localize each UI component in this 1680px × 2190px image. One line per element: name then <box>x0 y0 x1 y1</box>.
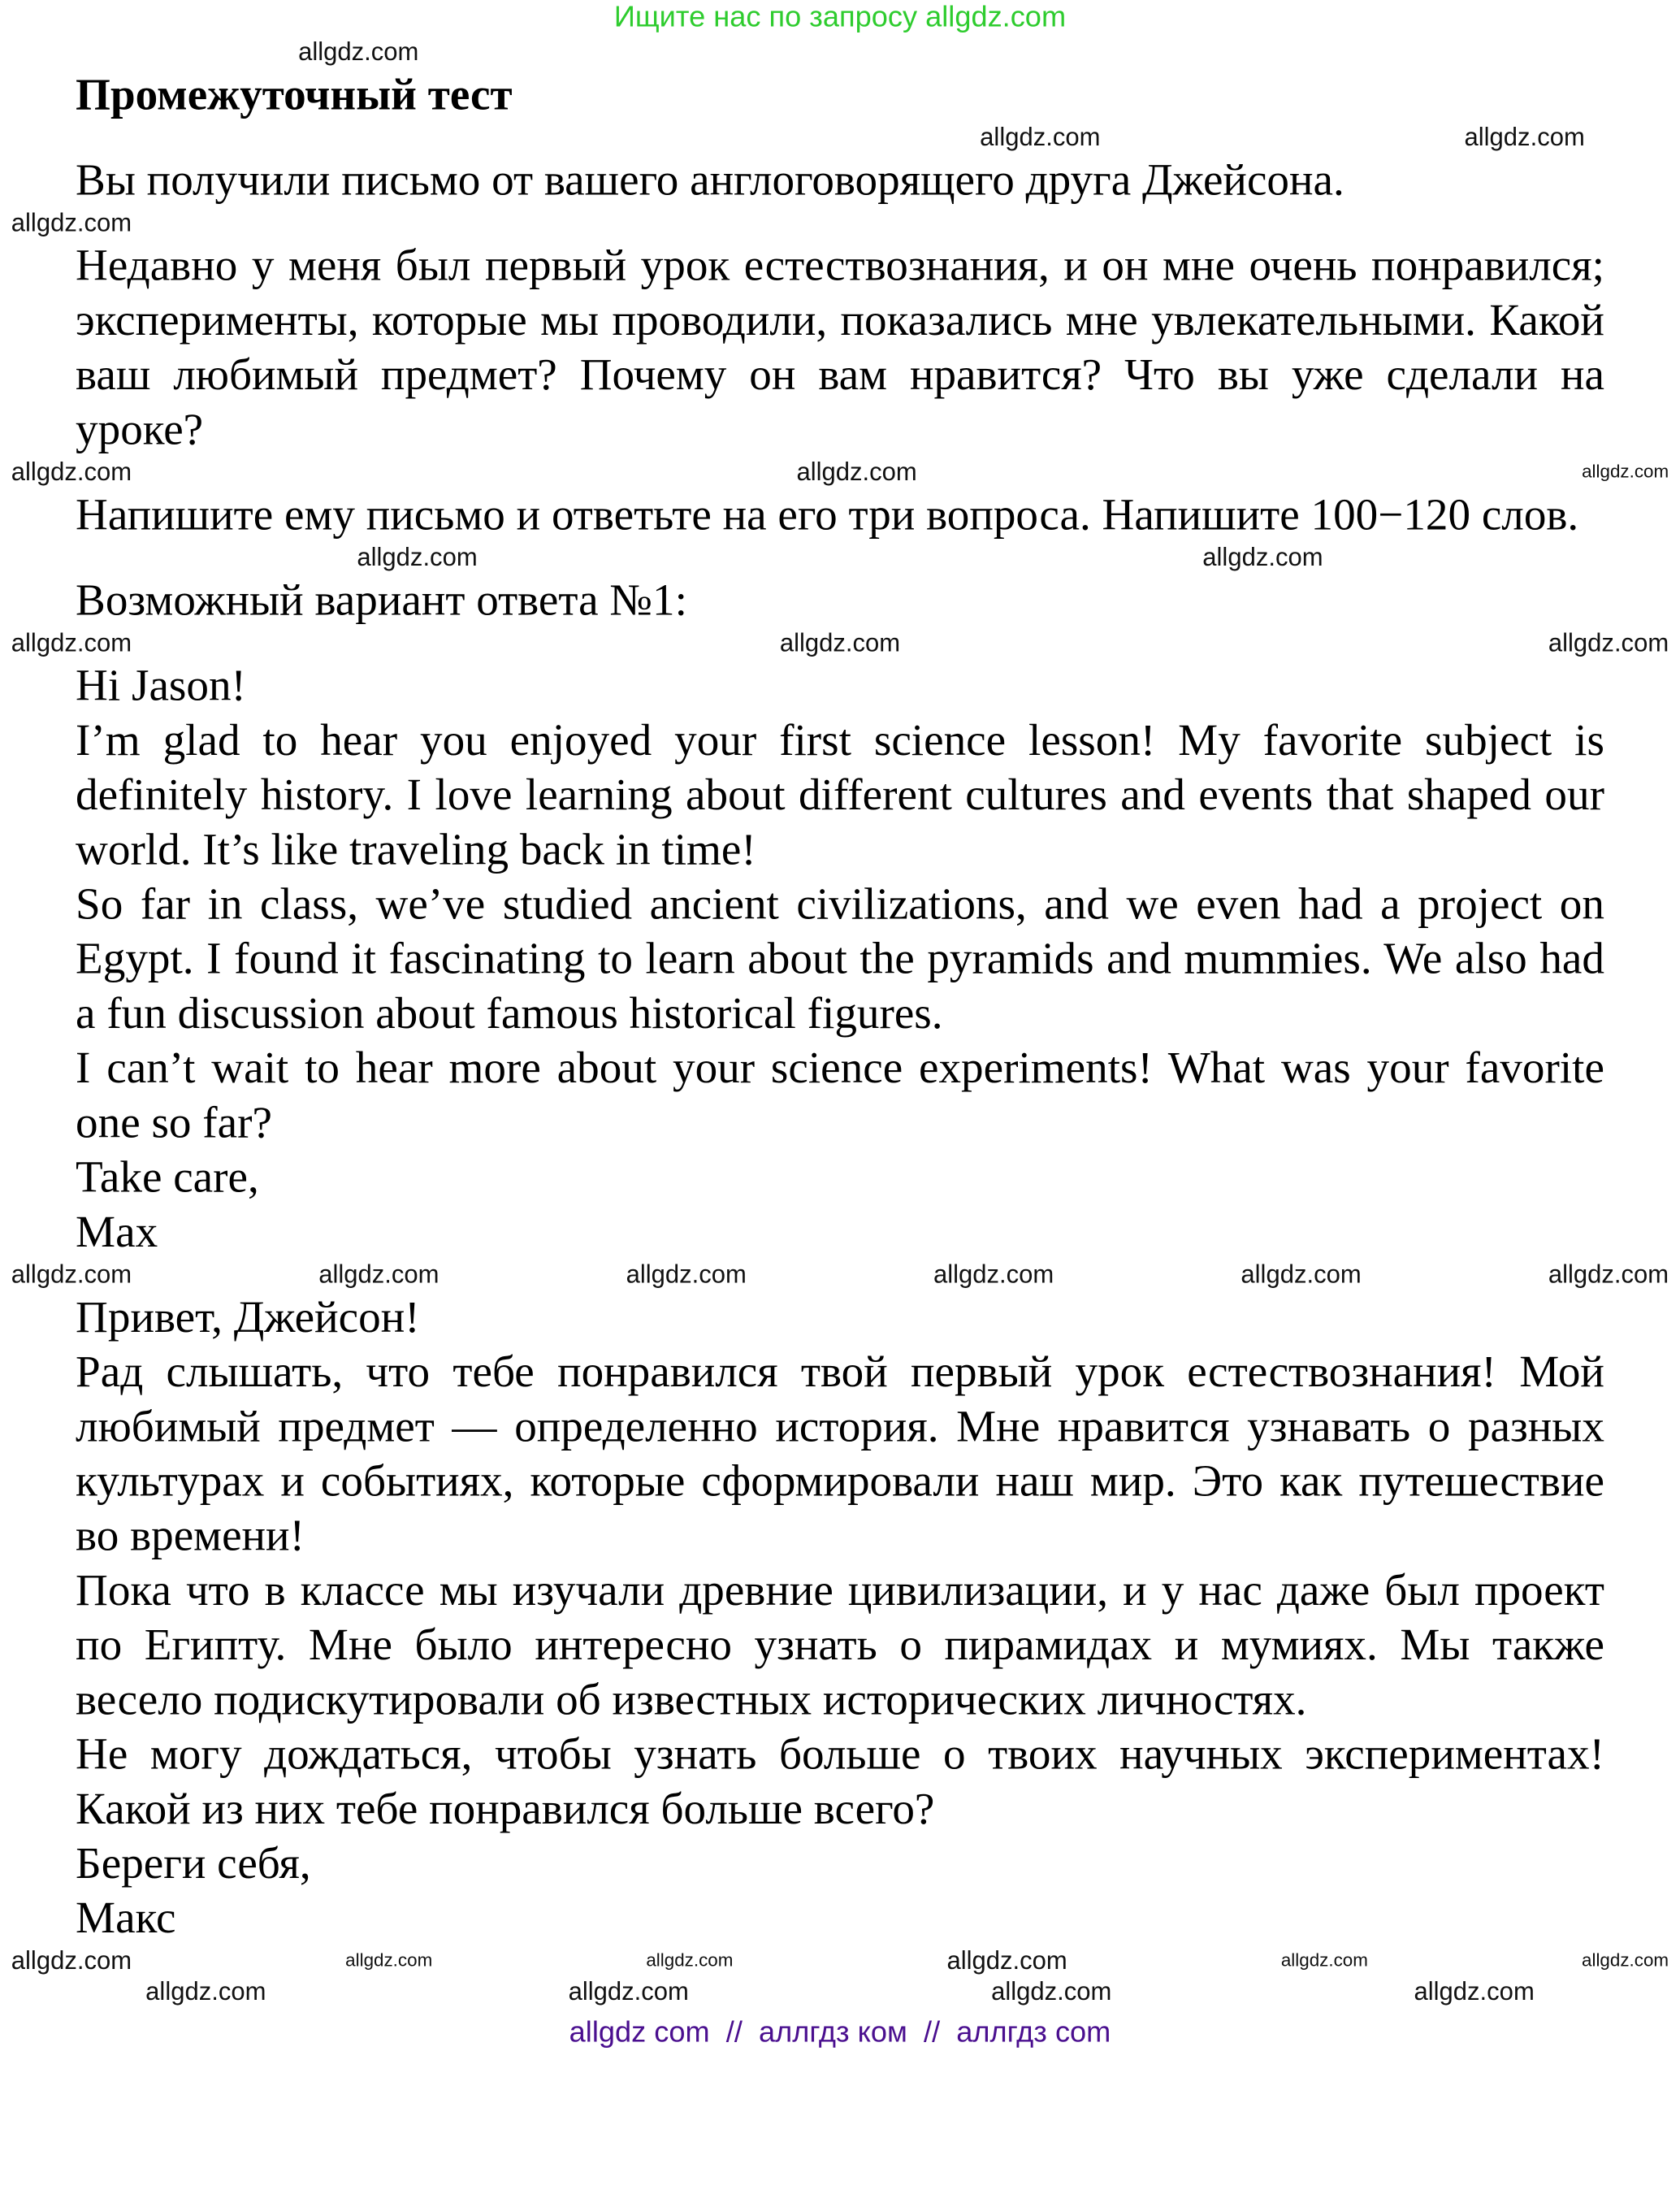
top-banner[interactable]: Ищите нас по запросу allgdz.com <box>613 1 1067 34</box>
letter-line: Hi Jason! <box>76 659 246 710</box>
watermark-row <box>11 207 1669 238</box>
task-text: Напишите ему письмо и ответьте на его три вопроса. Напишите 100−120 слов. <box>76 488 1579 540</box>
watermark: allgdz.com <box>991 1977 1112 2006</box>
watermark: allgdz.com <box>1548 1260 1669 1289</box>
letter-line: Take care, <box>76 1151 259 1202</box>
watermark: allgdz.com <box>1202 543 1323 572</box>
watermark: allgdz.com <box>11 458 132 486</box>
letter-prompt <box>76 238 1604 457</box>
letter-prompt-text: Недавно у меня был первый урок естествознания, и он мне очень понравился; эксперименты, которые мы проводили, показались мне увлекательными. Какой ваш любимый предмет? Почему он вам нравится? Что вы уже сделали на уроке? <box>76 239 1604 454</box>
letter-paragraph: Не могу дождаться, чтобы узнать больше о твоих научных экспериментах! Какой из них тебе понравился больше всего? <box>76 1728 1604 1833</box>
watermark-row <box>11 1259 1669 1290</box>
watermark: allgdz.com <box>11 208 132 237</box>
english-letter <box>76 658 1604 1259</box>
watermark: allgdz.com <box>646 1949 734 1971</box>
letter-paragraph: Пока что в классе мы изучали древние цивилизации, и у нас даже был проект по Египту. Мне было интересно узнать о пирамидах и мумиях. Мы также весело подискутировали об известных исторических личностях. <box>76 1563 1604 1724</box>
letter-paragraph: I’m glad to hear you enjoyed your first science lesson! My favorite subject is definitely history. I love learning about different cultures and events that shaped our world. It’s like traveling back in time! <box>76 713 1604 874</box>
watermark-row <box>11 37 1680 67</box>
watermark: allgdz.com <box>11 1946 132 1975</box>
watermark: allgdz.com <box>11 1260 132 1289</box>
watermark: allgdz.com <box>946 1946 1067 1975</box>
watermark: allgdz.com <box>796 458 917 486</box>
letter-signature: Max <box>76 1205 158 1256</box>
watermark-row <box>11 122 1669 153</box>
watermark: allgdz.com <box>933 1260 1054 1289</box>
russian-letter <box>76 1290 1604 1945</box>
letter-signature: Макс <box>76 1892 176 1943</box>
watermark: allgdz.com <box>145 1977 266 2006</box>
watermark: allgdz.com <box>1464 123 1585 152</box>
letter-paragraph: I can’t wait to hear more about your science experiments! What was your favorite one so far? <box>76 1042 1604 1147</box>
task <box>76 488 1604 542</box>
page-title: Промежуточный тест <box>76 68 513 119</box>
watermark: allgdz.com <box>626 1260 747 1289</box>
intro-text: Вы получили письмо от вашего англоговорящего друга Джейсона. <box>76 154 1344 205</box>
watermark: allgdz.com <box>1548 628 1669 657</box>
watermark: allgdz.com <box>318 1260 439 1289</box>
watermark: allgdz.com <box>357 543 478 572</box>
watermark: allgdz.com <box>1414 1977 1535 2006</box>
watermark-row <box>11 627 1669 658</box>
letter-line: Береги себя, <box>76 1837 311 1889</box>
watermark-row <box>11 542 1669 573</box>
watermark-row <box>11 1945 1669 1976</box>
watermark: allgdz.com <box>1582 1949 1669 1971</box>
watermark: allgdz.com <box>1582 460 1669 482</box>
watermark: allgdz.com <box>779 628 901 657</box>
watermark: allgdz.com <box>11 628 132 657</box>
watermark: allgdz.com <box>568 1977 689 2006</box>
watermark: allgdz.com <box>1280 1949 1368 1971</box>
letter-paragraph: Рад слышать, что тебе понравился твой первый урок естествознания! Мой любимый предмет — определенно история. Мне нравится узнавать о разных культурах и событиях, которые сформировали наш мир. Это как путешествие во времени! <box>76 1346 1604 1560</box>
watermark-row <box>11 1976 1669 2007</box>
answer-heading: Возможный вариант ответа №1: <box>76 574 687 625</box>
watermark: allgdz.com <box>980 123 1101 152</box>
footer-links[interactable]: allgdz com // аллгдз ком // аллгдз com <box>569 2016 1111 2049</box>
letter-paragraph: So far in class, we’ve studied ancient civilizations, and we even had a project on Egypt. I found it fascinating to learn about the pyramids and mummies. We also had a fun discussion about famous historical figures. <box>76 878 1604 1038</box>
watermark-row <box>11 457 1669 488</box>
watermark: allgdz.com <box>345 1949 433 1971</box>
watermark: allgdz.com <box>298 37 419 66</box>
letter-line: Привет, Джейсон! <box>76 1290 420 1342</box>
watermark: allgdz.com <box>1241 1260 1362 1289</box>
